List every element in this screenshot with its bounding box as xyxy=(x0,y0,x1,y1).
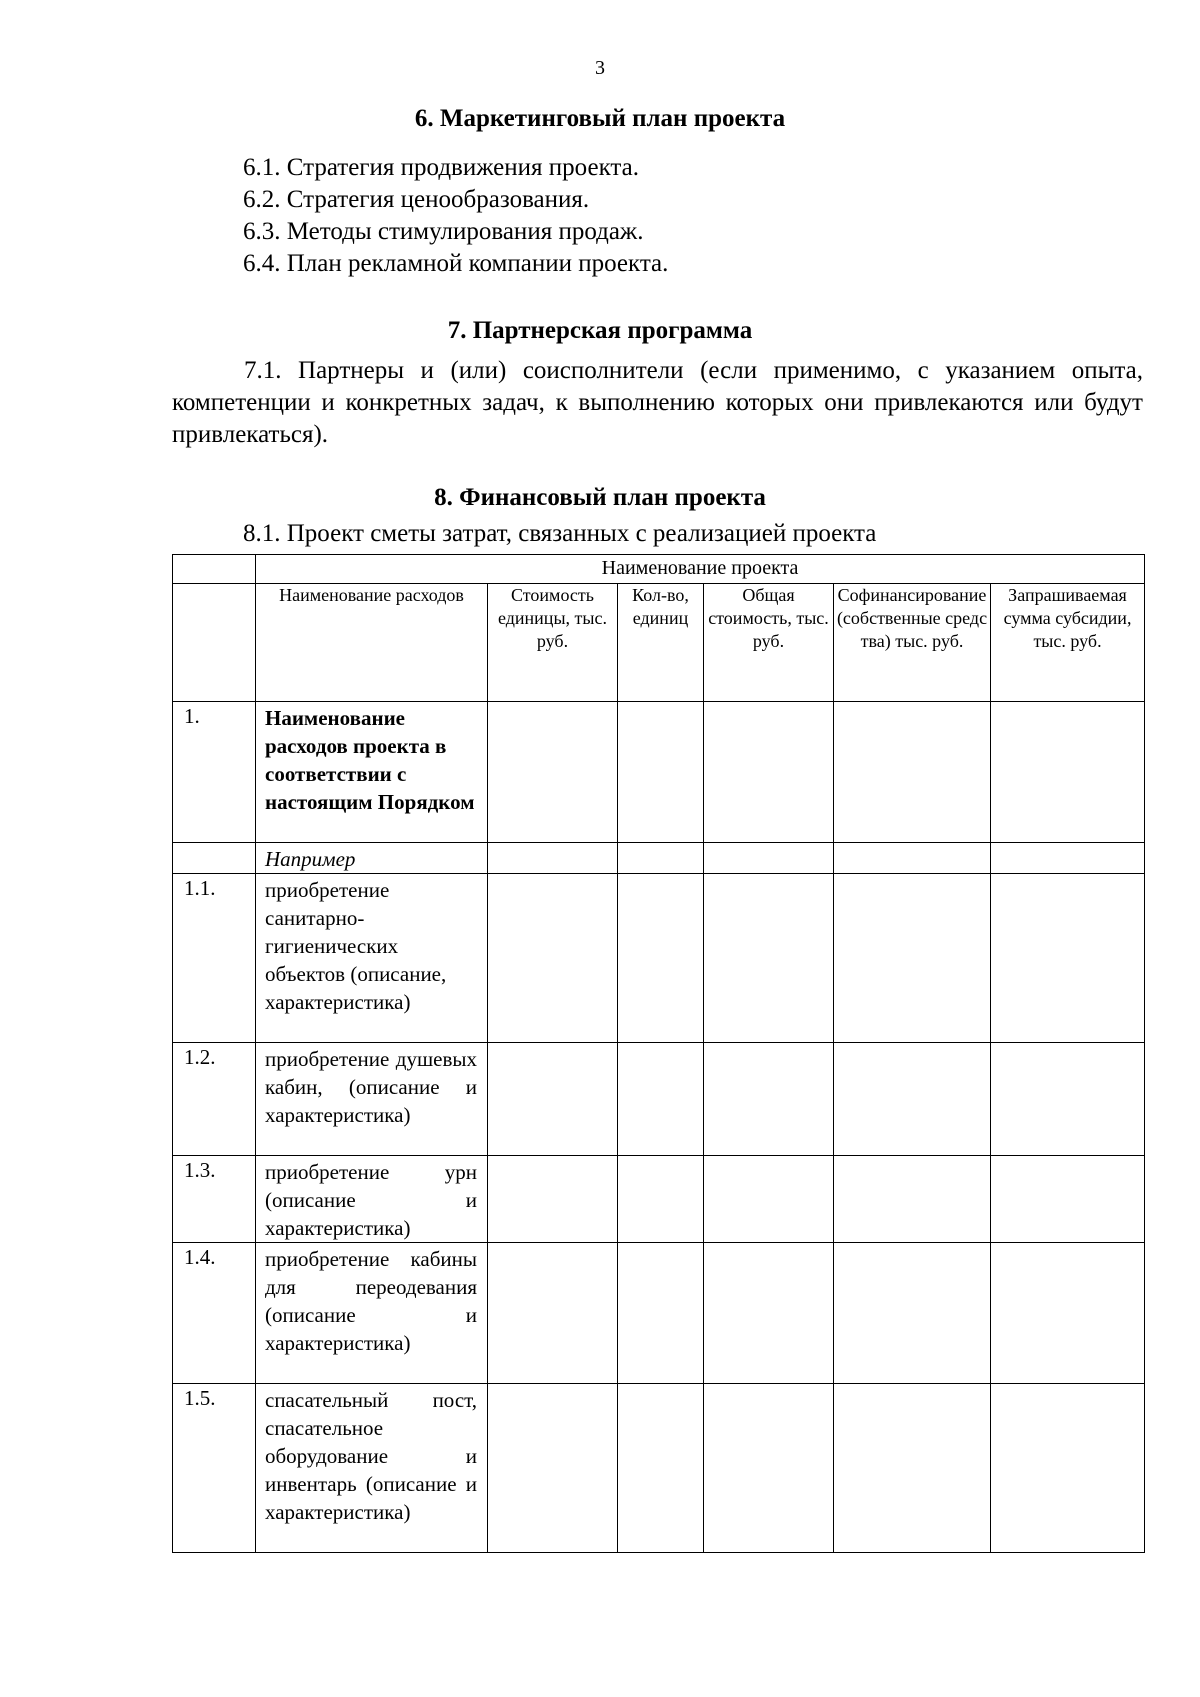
table-cell xyxy=(834,1156,991,1243)
expense-name: приобретение санитарно-гигиенических объектов (описание, характеристика) xyxy=(256,874,488,1043)
row-number: 1.3. xyxy=(173,1156,256,1243)
table-cell xyxy=(991,874,1145,1043)
column-header: Общая стоимость, тыс. руб. xyxy=(704,584,834,702)
table-cell xyxy=(704,1156,834,1243)
table-cell xyxy=(618,702,704,843)
table-cell xyxy=(488,1384,618,1553)
table-cell xyxy=(173,584,256,702)
page-number: 3 xyxy=(595,57,605,79)
column-header: Запрашиваемая сумма субсидии, тыс. руб. xyxy=(991,584,1145,702)
expense-name: приобретение кабины для переодевания (описание и характеристика) xyxy=(256,1243,488,1384)
table-cell xyxy=(618,1156,704,1243)
section-6-list xyxy=(243,152,668,280)
table-cell xyxy=(488,1156,618,1243)
table-cell xyxy=(834,1384,991,1553)
expense-name: приобретение душевых кабин, (описание и характеристика) xyxy=(256,1043,488,1156)
table-row xyxy=(173,1043,1145,1156)
list-item: 6.4. План рекламной компании проекта. xyxy=(243,250,669,277)
row-number: 1. xyxy=(173,702,256,843)
table-cell xyxy=(704,874,834,1043)
table-row xyxy=(173,1156,1145,1243)
column-header: Стоимость единицы, тыс. руб. xyxy=(488,584,618,702)
section-6-heading: 6. Маркетинговый план проекта xyxy=(414,105,786,132)
table-cell xyxy=(618,1043,704,1156)
table-cell xyxy=(704,1043,834,1156)
table-row xyxy=(173,702,1145,843)
table-cell xyxy=(991,702,1145,843)
table-cell xyxy=(991,1156,1145,1243)
table-cell xyxy=(834,874,991,1043)
table-cell xyxy=(834,1243,991,1384)
table-cell xyxy=(488,874,618,1043)
table-cell xyxy=(991,1243,1145,1384)
row-number: 1.5. xyxy=(173,1384,256,1553)
expense-name: спасательный пост, спасательное оборудование и инвентарь (описание и характеристика) xyxy=(256,1384,488,1553)
table-cell xyxy=(704,702,834,843)
table-cell xyxy=(991,843,1145,874)
table-row xyxy=(173,874,1145,1043)
row-number xyxy=(173,843,256,874)
project-title-cell: Наименование проекта xyxy=(256,555,1145,584)
row-number: 1.2. xyxy=(173,1043,256,1156)
table-cell xyxy=(618,843,704,874)
table-cell xyxy=(704,843,834,874)
table-caption: 8.1. Проект сметы затрат, связанных с реализацией проекта xyxy=(243,520,877,547)
column-header: Наименование расходов xyxy=(256,584,488,702)
list-item: 6.2. Стратегия ценообразования. xyxy=(243,186,590,213)
table-cell xyxy=(991,1043,1145,1156)
section-7-paragraph: 7.1. Партнеры и (или) соисполнители (если применимо, с указанием опыта, компетенции и конкретных задач, к выполнению которых они привлекаются или будут привлекаться). xyxy=(172,357,1143,448)
table-cell xyxy=(704,1243,834,1384)
budget-table xyxy=(172,554,1145,1553)
table-cell xyxy=(618,874,704,1043)
row-number: 1.4. xyxy=(173,1243,256,1384)
table-cell xyxy=(704,1384,834,1553)
table-header-row xyxy=(173,584,1145,702)
table-cell xyxy=(488,1043,618,1156)
table-cell xyxy=(834,1043,991,1156)
table-cell xyxy=(488,702,618,843)
table-cell xyxy=(618,1384,704,1553)
table-cell xyxy=(834,702,991,843)
column-header: Софинансирование (собственные средства) тыс. руб. xyxy=(834,584,991,702)
table-cell xyxy=(488,843,618,874)
table-cell xyxy=(991,1384,1145,1553)
list-item: 6.3. Методы стимулирования продаж. xyxy=(243,218,644,245)
table-cell xyxy=(173,555,256,584)
table-cell xyxy=(618,1243,704,1384)
table-cell xyxy=(488,1243,618,1384)
list-item: 6.1. Стратегия продвижения проекта. xyxy=(243,154,639,181)
table-row xyxy=(173,555,1145,584)
section-7-heading: 7. Партнерская программа xyxy=(447,317,753,344)
row-number: 1.1. xyxy=(173,874,256,1043)
expense-name: приобретение урн (описание и характеристика) xyxy=(256,1156,488,1243)
table-row xyxy=(173,843,1145,874)
expense-name: Например xyxy=(256,843,488,874)
table-row xyxy=(173,1384,1145,1553)
table-cell xyxy=(834,843,991,874)
section-8-heading: 8. Финансовый план проекта xyxy=(434,484,766,511)
expense-name: Наименование расходов проекта в соответствии с настоящим Порядком xyxy=(256,702,488,843)
column-header: Кол-во, единиц xyxy=(618,584,704,702)
table-row xyxy=(173,1243,1145,1384)
